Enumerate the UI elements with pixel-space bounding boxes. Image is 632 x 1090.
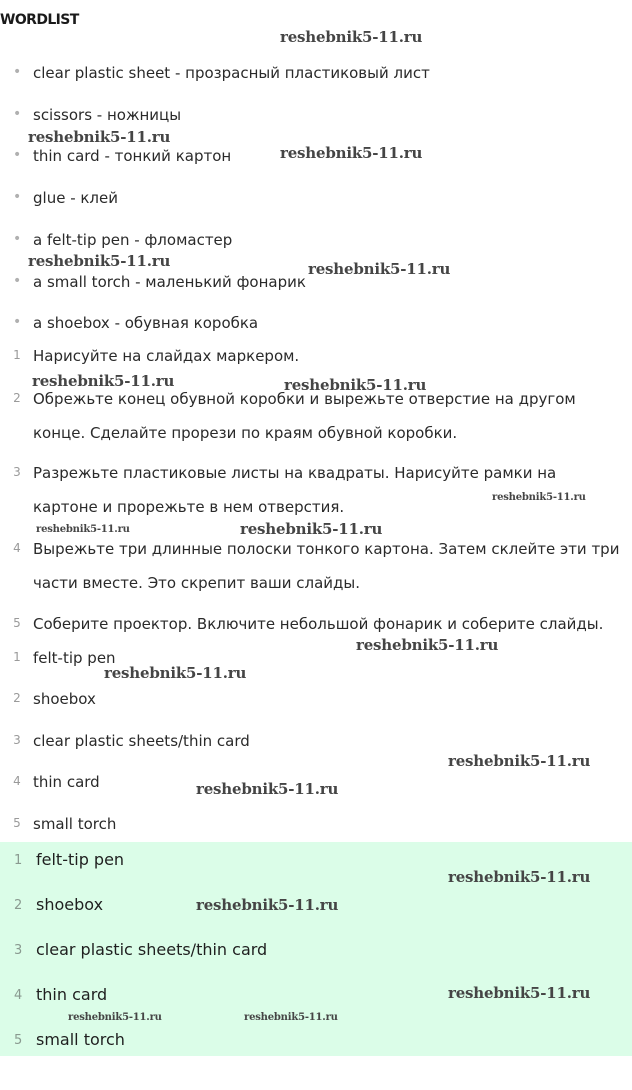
wordlist-entry: a small torch - маленький фонарик: [33, 273, 306, 291]
answer-number: 5: [13, 816, 21, 830]
answer-text: felt-tip pen: [33, 649, 116, 667]
step-number: 5: [13, 616, 21, 630]
list-item: [0, 181, 632, 215]
answer-text: clear plastic sheets/thin card: [33, 732, 250, 750]
bullet-icon: •: [13, 314, 22, 330]
wordlist-entry: thin card - тонкий картон: [33, 147, 232, 165]
wordlist-entry: scissors - ножницы: [33, 106, 182, 124]
watermark: reshebnik5-11.ru: [36, 524, 130, 535]
answer-number: 4: [13, 774, 21, 788]
watermark: reshebnik5-11.ru: [244, 1012, 338, 1023]
watermark: reshebnik5-11.ru: [68, 1012, 162, 1023]
watermark: reshebnik5-11.ru: [28, 252, 171, 270]
step-number: 1: [13, 348, 21, 362]
watermark: reshebnik5-11.ru: [448, 868, 591, 886]
answer-text: small torch: [33, 815, 117, 833]
step-text: Обрежьте конец обувной коробки и вырежьте отверстие на другом конце. Сделайте прорези по краям обувной коробки.: [33, 390, 576, 442]
bullet-icon: •: [13, 64, 22, 80]
watermark: reshebnik5-11.ru: [284, 376, 427, 394]
watermark: reshebnik5-11.ru: [308, 260, 451, 278]
list-item: [0, 306, 632, 340]
watermark: reshebnik5-11.ru: [280, 144, 423, 162]
list-item: [0, 265, 632, 299]
watermark: reshebnik5-11.ru: [196, 896, 339, 914]
step-number: 2: [13, 391, 21, 405]
watermark: reshebnik5-11.ru: [448, 984, 591, 1002]
step-text: Разрежьте пластиковые листы на квадраты. Нарисуйте рамки на картоне и прорежьте в нем отверстия.: [33, 464, 557, 516]
answer-text: shoebox: [36, 895, 104, 914]
bullet-icon: •: [13, 273, 22, 289]
bullet-icon: •: [13, 231, 22, 247]
watermark: reshebnik5-11.ru: [196, 780, 339, 798]
answer-number: 3: [14, 943, 23, 958]
answer-text: clear plastic sheets/thin card: [36, 940, 268, 959]
list-item: [0, 223, 632, 257]
highlighted-answer-box: [0, 842, 632, 1056]
step-text: Нарисуйте на слайдах маркером.: [33, 347, 300, 365]
bullet-icon: •: [13, 189, 22, 205]
wordlist-title: WORDLIST: [0, 12, 79, 28]
watermark: reshebnik5-11.ru: [448, 752, 591, 770]
wordlist-entry: clear plastic sheet - прозрасный пластиковый лист: [33, 64, 430, 82]
wordlist-entry: glue - клей: [33, 189, 118, 207]
answer-text: small torch: [36, 1030, 125, 1049]
answer-text: felt-tip pen: [36, 850, 125, 869]
watermark: reshebnik5-11.ru: [28, 128, 171, 146]
answer-text: shoebox: [33, 690, 96, 708]
step-number: 3: [13, 465, 21, 479]
list-item: [0, 139, 632, 173]
answer-text: thin card: [36, 985, 108, 1004]
watermark: reshebnik5-11.ru: [492, 492, 586, 503]
bullet-icon: •: [13, 106, 22, 122]
answer-number: 2: [14, 898, 23, 913]
list-item: [0, 98, 632, 132]
step-text: Вырежьте три длинные полоски тонкого картона. Затем склейте эти три части вместе. Это скрепит ваши слайды.: [33, 540, 620, 592]
watermark: reshebnik5-11.ru: [32, 372, 175, 390]
wordlist-entry: a felt-tip pen - фломастер: [33, 231, 233, 249]
answer-text: thin card: [33, 773, 100, 791]
watermark: reshebnik5-11.ru: [104, 664, 247, 682]
bullet-icon: •: [13, 147, 22, 163]
step-number: 4: [13, 541, 21, 555]
list-item: [0, 56, 632, 90]
watermark: reshebnik5-11.ru: [356, 636, 499, 654]
answer-number: 5: [14, 1033, 23, 1048]
watermark: reshebnik5-11.ru: [240, 520, 383, 538]
wordlist-entry: a shoebox - обувная коробка: [33, 314, 259, 332]
step-text: Соберите проектор. Включите небольшой фонарик и соберите слайды.: [33, 615, 604, 633]
answer-number: 1: [14, 853, 23, 868]
answer-number: 3: [13, 733, 21, 747]
watermark: reshebnik5-11.ru: [280, 28, 423, 46]
answer-number: 2: [13, 691, 21, 705]
answer-number: 1: [13, 650, 21, 664]
answer-number: 4: [14, 988, 23, 1003]
